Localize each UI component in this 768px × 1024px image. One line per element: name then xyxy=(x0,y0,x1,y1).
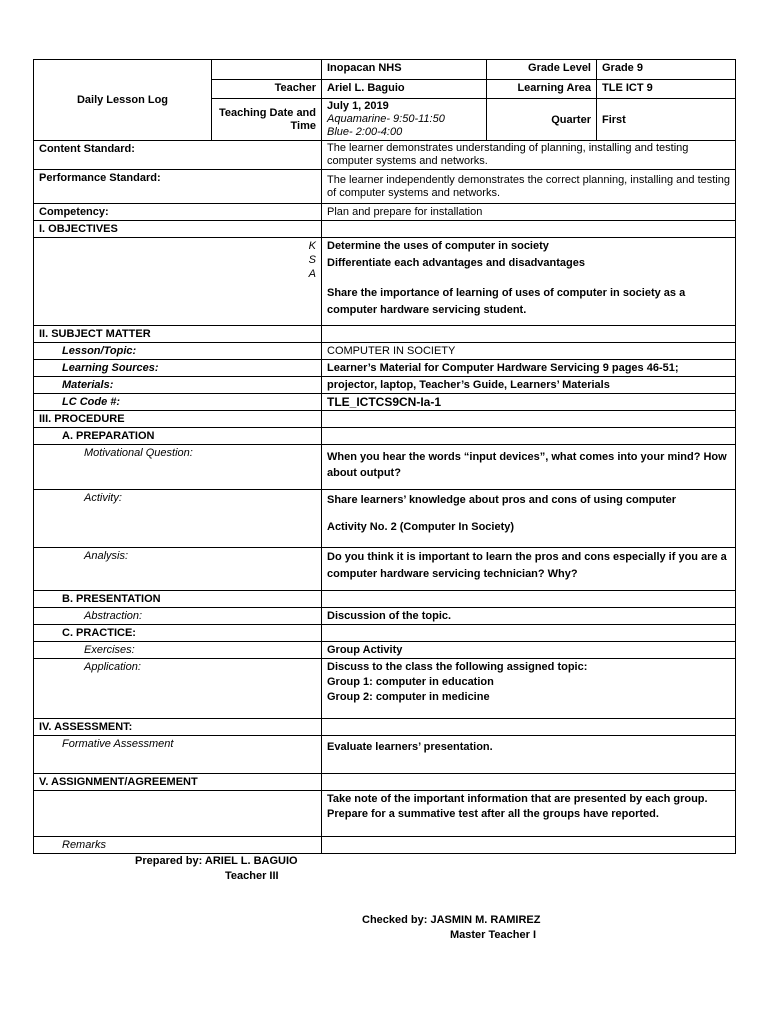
lc-code-label: LC Code #: xyxy=(34,394,322,411)
lesson-topic-label: Lesson/Topic: xyxy=(34,343,322,360)
preparation-row xyxy=(34,428,736,445)
remarks-row xyxy=(34,837,736,854)
learning-sources-label: Learning Sources: xyxy=(34,360,322,377)
grade-level-value: Grade 9 xyxy=(597,60,736,80)
content-standard-label: Content Standard: xyxy=(34,141,322,170)
procedure-label: III. PROCEDURE xyxy=(34,411,322,428)
exercises-text: Group Activity xyxy=(322,642,736,659)
remarks-value xyxy=(322,837,736,854)
lc-code-row xyxy=(34,394,736,411)
teaching-time-1: Aquamarine- 9:50-11:50 xyxy=(327,113,445,125)
subject-matter-header-row xyxy=(34,326,736,343)
header-row-1 xyxy=(34,60,736,80)
application-row xyxy=(34,659,736,719)
procedure-empty-cell xyxy=(322,411,736,428)
exercises-label: Exercises: xyxy=(34,642,322,659)
abstraction-row xyxy=(34,608,736,625)
teaching-time-2: Blue- 2:00-4:00 xyxy=(327,126,403,138)
knowledge-letter: K xyxy=(308,240,316,252)
assignment-empty-cell xyxy=(322,774,736,791)
presentation-row xyxy=(34,591,736,608)
school-name: Inopacan NHS xyxy=(322,60,487,80)
abstraction-label: Abstraction: xyxy=(34,608,322,625)
content-standard-text: The learner demonstrates understanding of planning, installing and testing computer systems and networks. xyxy=(322,141,736,170)
practice-row xyxy=(34,625,736,642)
practice-label: C. PRACTICE: xyxy=(34,625,322,642)
activity-row xyxy=(34,490,736,548)
teacher-name: Ariel L. Baguio xyxy=(322,80,487,99)
abstraction-text: Discussion of the topic. xyxy=(322,608,736,625)
lesson-topic-row xyxy=(34,343,736,360)
assessment-label: IV. ASSESSMENT: xyxy=(34,719,322,736)
teaching-date-time xyxy=(322,99,487,141)
teaching-date: July 1, 2019 xyxy=(327,100,389,112)
motivational-text: When you hear the words “input devices”, what comes into your mind? How about output? xyxy=(322,445,736,490)
competency-label: Competency: xyxy=(34,204,322,221)
competency-text: Plan and prepare for installation xyxy=(322,204,736,221)
objectives-header-row xyxy=(34,221,736,238)
preparation-empty-cell xyxy=(322,428,736,445)
assessment-empty-cell xyxy=(322,719,736,736)
teaching-date-label: Teaching Date and Time xyxy=(212,99,322,141)
skill-letter: S xyxy=(308,254,316,266)
practice-empty-cell xyxy=(322,625,736,642)
assessment-header-row xyxy=(34,719,736,736)
learning-area-label: Learning Area xyxy=(487,80,597,99)
subject-matter-label: II. SUBJECT MATTER xyxy=(34,326,322,343)
activity-label: Activity: xyxy=(34,490,322,548)
formative-label: Formative Assessment xyxy=(34,736,322,774)
learning-area-value: TLE ICT 9 xyxy=(597,80,736,99)
activity-text xyxy=(322,490,736,548)
objective-skill: Differentiate each advantages and disadvantages xyxy=(327,257,585,269)
competency-row xyxy=(34,204,736,221)
attitude-letter: A xyxy=(308,268,316,280)
application-line-1: Discuss to the class the following assigned topic: xyxy=(327,661,588,673)
objective-knowledge: Determine the uses of computer in society xyxy=(327,240,549,252)
materials-value: projector, laptop, Teacher’s Guide, Learners’ Materials xyxy=(322,377,736,394)
lesson-topic-value: COMPUTER IN SOCIETY xyxy=(322,343,736,360)
lc-code-value: TLE_ICTCS9CN-Ia-1 xyxy=(322,394,736,411)
motivational-label: Motivational Question: xyxy=(34,445,322,490)
formative-row xyxy=(34,736,736,774)
assignment-text: Take note of the important information that are presented by each group. Prepare for a summative test after all the groups have reported. xyxy=(322,791,736,837)
activity-line-1: Share learners’ knowledge about pros and cons of using computer xyxy=(327,494,677,506)
materials-label: Materials: xyxy=(34,377,322,394)
remarks-label: Remarks xyxy=(34,837,322,854)
analysis-text: Do you think it is important to learn the pros and cons especially if you are a computer hardware servicing technician? Why? xyxy=(322,548,736,591)
content-standard-row xyxy=(34,141,736,170)
objectives-row xyxy=(34,238,736,326)
header-empty-cell xyxy=(212,60,322,80)
activity-line-2: Activity No. 2 (Computer In Society) xyxy=(327,521,515,533)
checked-by-title: Master Teacher I xyxy=(450,929,537,941)
performance-standard-text: The learner independently demonstrates the correct planning, installing and testing of computer systems and networks. xyxy=(322,170,736,204)
application-line-2: Group 1: computer in education xyxy=(327,676,494,688)
lesson-log-table xyxy=(33,59,736,854)
subject-matter-empty-cell xyxy=(322,326,736,343)
application-line-3: Group 2: computer in medicine xyxy=(327,691,490,703)
exercises-row xyxy=(34,642,736,659)
materials-row xyxy=(34,377,736,394)
application-label: Application: xyxy=(34,659,322,719)
ksa-labels xyxy=(34,238,322,326)
learning-sources-value: Learner’s Material for Computer Hardware Servicing 9 pages 46-51; xyxy=(322,360,736,377)
presentation-empty-cell xyxy=(322,591,736,608)
learning-sources-row xyxy=(34,360,736,377)
objective-attitude: Share the importance of learning of uses of computer in society as a computer hardware servicing student. xyxy=(327,287,686,316)
assignment-empty-left xyxy=(34,791,322,837)
prepared-by-title: Teacher III xyxy=(225,870,279,882)
performance-standard-label: Performance Standard: xyxy=(34,170,322,204)
prepared-by: Prepared by: ARIEL L. BAGUIO xyxy=(135,855,298,867)
performance-standard-row xyxy=(34,170,736,204)
quarter-value: First xyxy=(597,99,736,141)
grade-level-label: Grade Level xyxy=(487,60,597,80)
application-text xyxy=(322,659,736,719)
objectives-text xyxy=(322,238,736,326)
analysis-row xyxy=(34,548,736,591)
assignment-header-row xyxy=(34,774,736,791)
log-title: Daily Lesson Log xyxy=(34,60,212,141)
motivational-row xyxy=(34,445,736,490)
assignment-row xyxy=(34,791,736,837)
presentation-label: B. PRESENTATION xyxy=(34,591,322,608)
analysis-label: Analysis: xyxy=(34,548,322,591)
procedure-header-row xyxy=(34,411,736,428)
formative-text: Evaluate learners’ presentation. xyxy=(322,736,736,774)
quarter-label: Quarter xyxy=(487,99,597,141)
checked-by: Checked by: JASMIN M. RAMIREZ xyxy=(362,914,541,926)
preparation-label: A. PREPARATION xyxy=(34,428,322,445)
teacher-label: Teacher xyxy=(212,80,322,99)
assignment-label: V. ASSIGNMENT/AGREEMENT xyxy=(34,774,322,791)
objectives-label: I. OBJECTIVES xyxy=(34,221,322,238)
objectives-empty-cell xyxy=(322,221,736,238)
